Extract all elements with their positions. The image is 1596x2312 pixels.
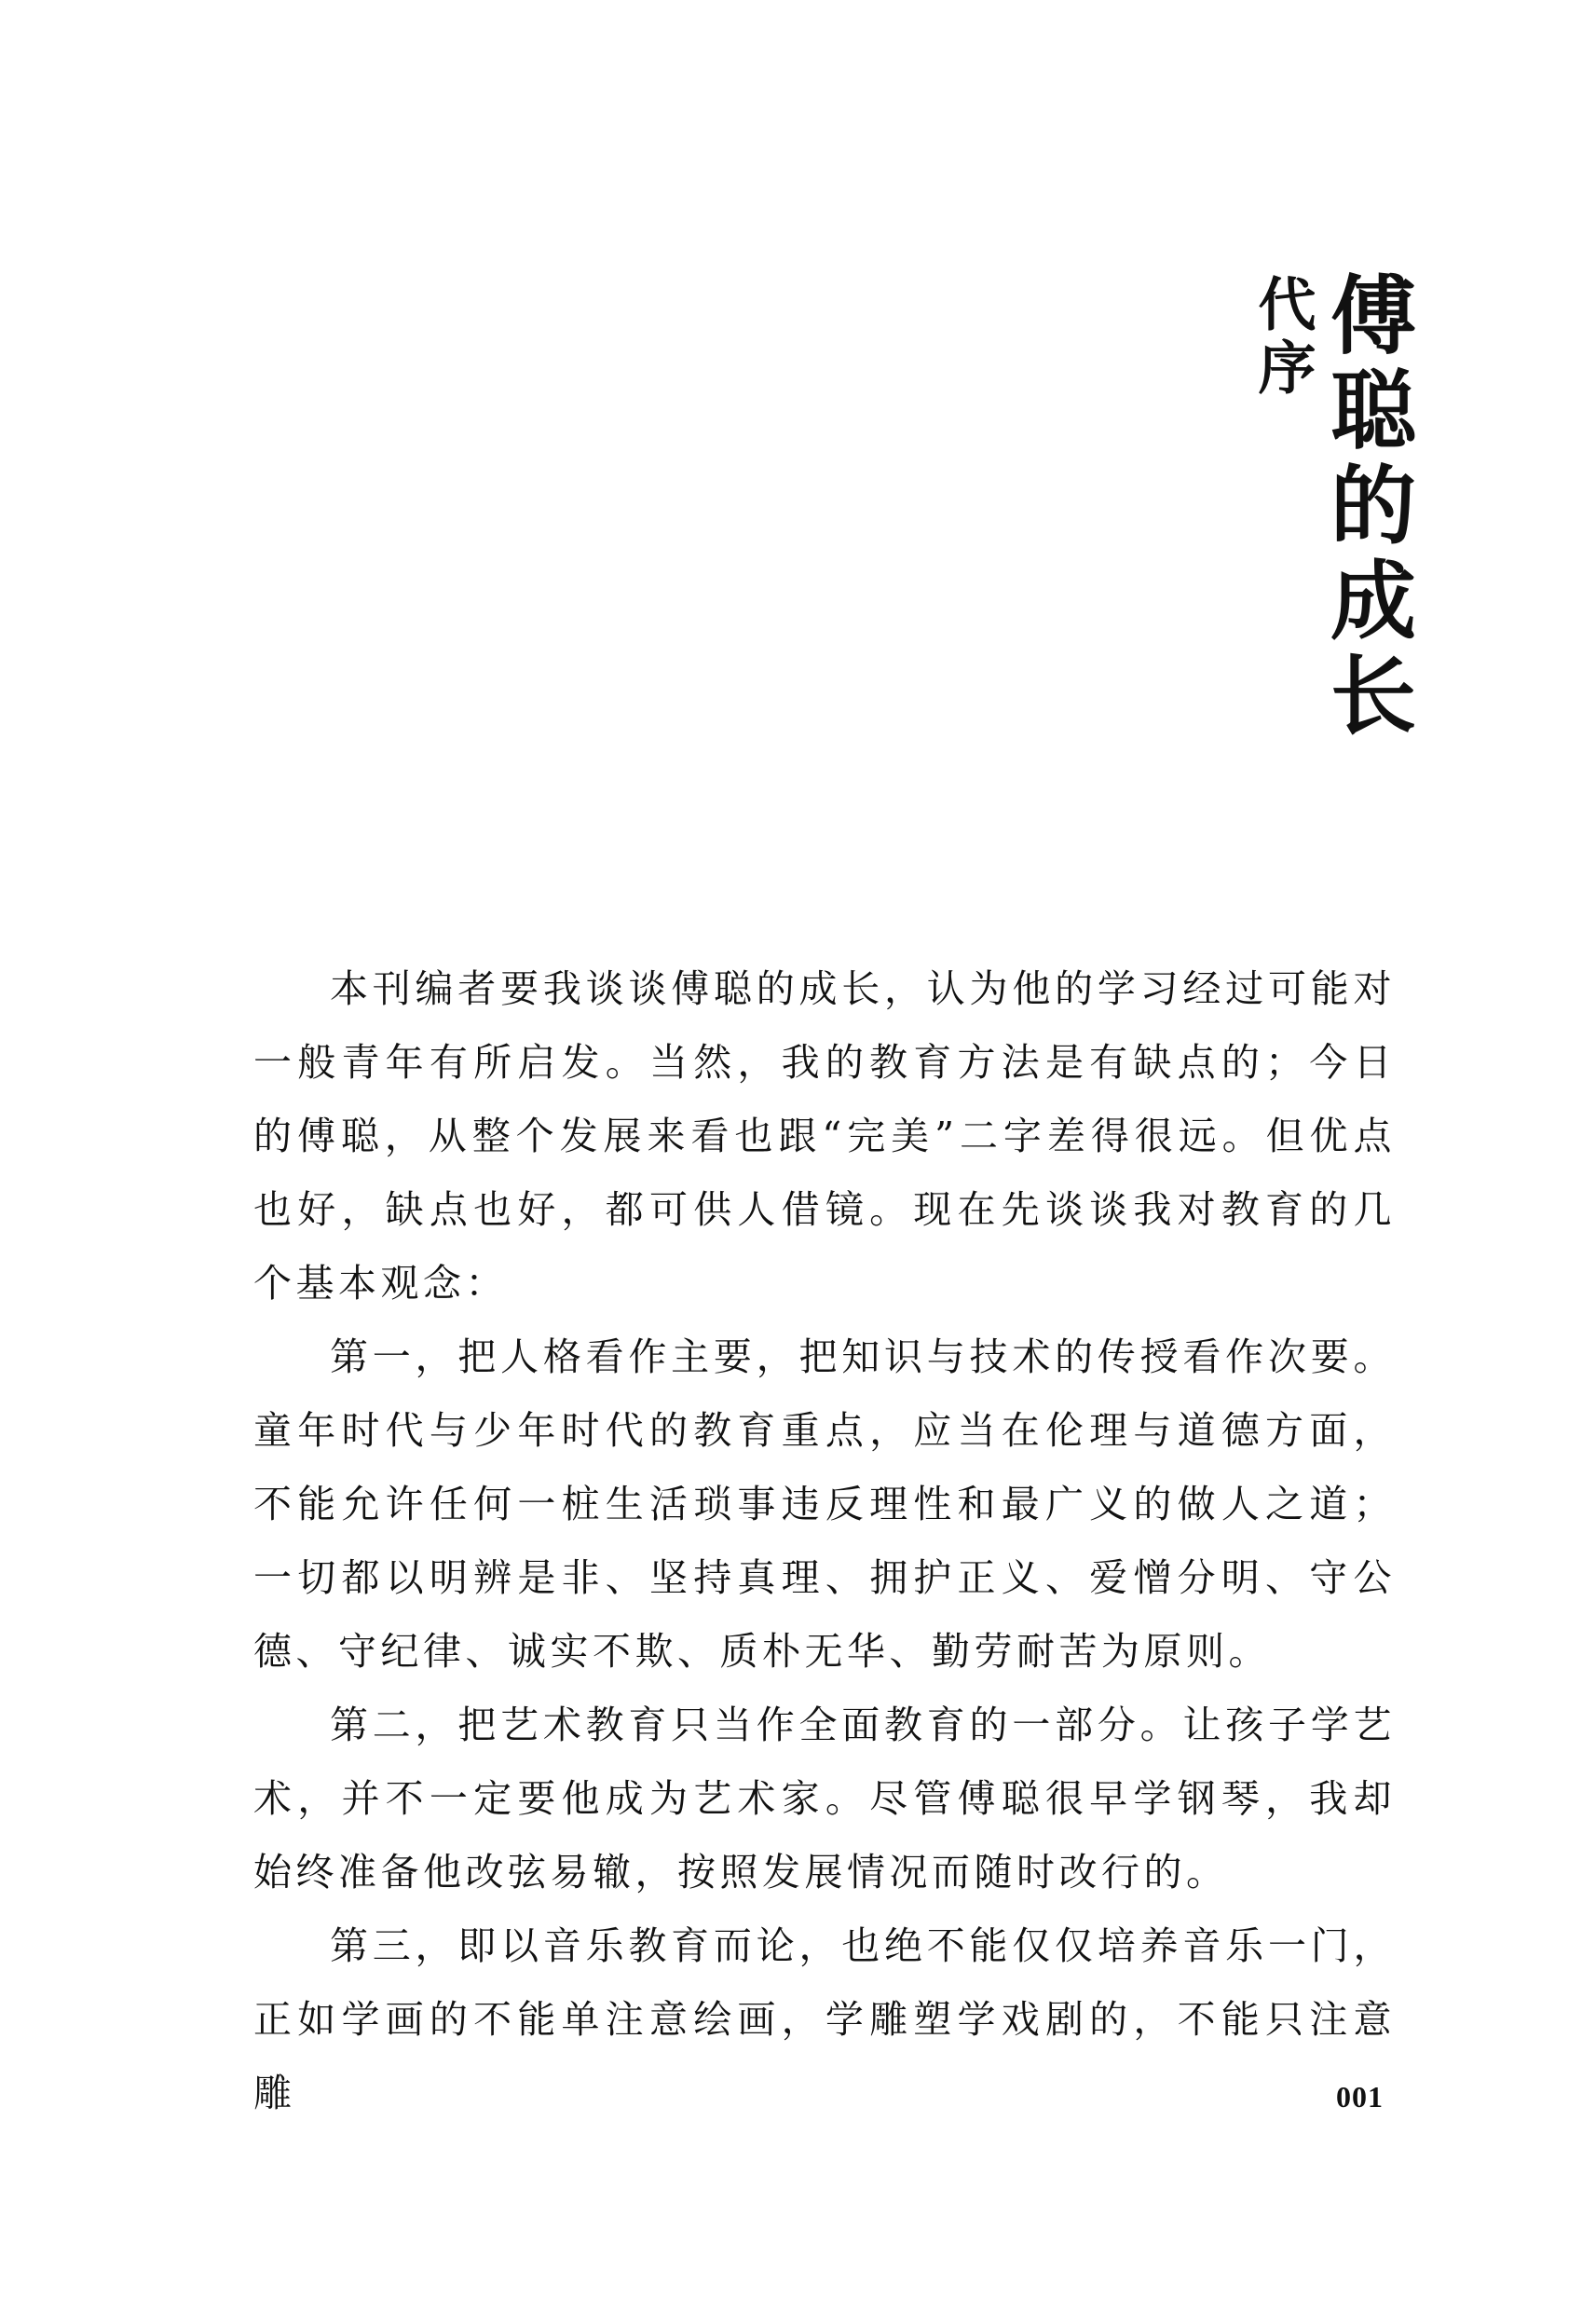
page-number: 001 — [1336, 2080, 1384, 2114]
chapter-heading — [1248, 270, 1417, 746]
paragraph-4: 第三，即以音乐教育而论，也绝不能仅仅培养音乐一门，正如学画的不能单注意绘画，学雕塑学戏剧的，不能只注意雕 — [253, 1923, 1396, 2115]
paragraph-1: 本刊编者要我谈谈傅聪的成长，认为他的学习经过可能对一般青年有所启发。当然，我的教育方法是有缺点的；今日的傅聪，从整个发展来看也跟“完美”二字差得很远。但优点也好，缺点也好，都可供人借镜。现在先谈谈我对教育的几个基本观念： — [253, 966, 1396, 1306]
chapter-subtitle: 代序 — [1248, 274, 1316, 401]
paragraph-3: 第二，把艺术教育只当作全面教育的一部分。让孩子学艺术，并不一定要他成为艺术家。尽管傅聪很早学钢琴，我却始终准备他改弦易辙，按照发展情况而随时改行的。 — [253, 1703, 1396, 1895]
paragraph-2: 第一，把人格看作主要，把知识与技术的传授看作次要。童年时代与少年时代的教育重点，应当在伦理与道德方面，不能允许任何一桩生活琐事违反理性和最广义的做人之道；一切都以明辨是非、坚持真理、拥护正义、爱憎分明、守公德、守纪律、诚实不欺、质朴无华、勤劳耐苦为原则。 — [253, 1334, 1396, 1674]
body-text — [253, 952, 1396, 2130]
chapter-title: 傅聪的成长 — [1316, 270, 1417, 746]
